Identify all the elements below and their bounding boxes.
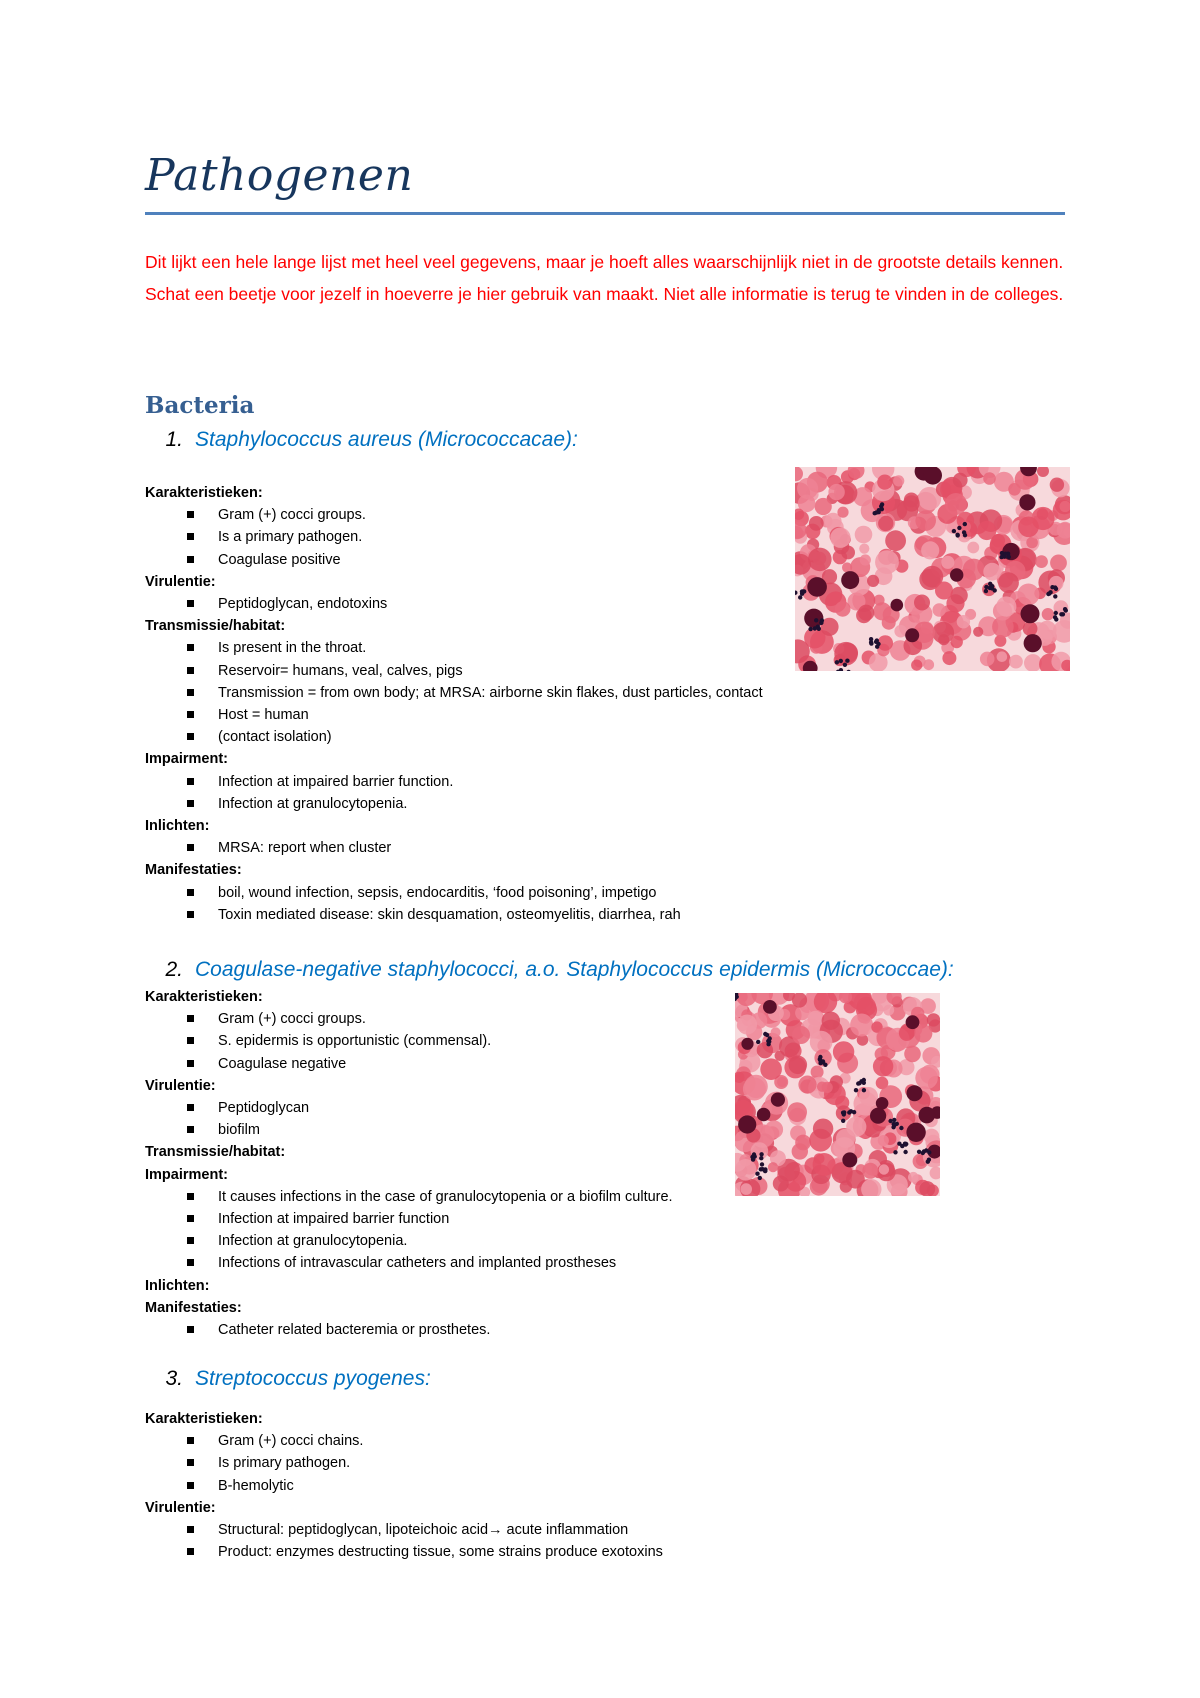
field-label: Virulentie: — [145, 1499, 216, 1516]
pathogen-3-name: Streptococcus pyogenes: — [195, 1367, 431, 1390]
field-label: Virulentie: — [145, 1077, 216, 1094]
pathogen-2-name: Coagulase-negative staphylococci, a.o. Staphylococcus epidermis (Micrococcae): — [195, 958, 954, 981]
pathogen-2-heading — [145, 958, 954, 982]
field-label: Impairment: — [145, 1166, 228, 1183]
bullet-item: Reservoir= humans, veal, calves, pigs — [145, 660, 845, 682]
pathogen-1-number: 1. — [165, 428, 183, 451]
bullet-item: biofilm — [145, 1119, 845, 1141]
field-label: Transmissie/habitat: — [145, 1144, 286, 1161]
pathogen-3-details — [145, 1408, 845, 1563]
field-label: Transmissie/habitat: — [145, 618, 286, 635]
title-underline — [145, 212, 1065, 215]
pathogen-1-heading — [145, 428, 578, 452]
bullet-item: Is present in the throat. — [145, 637, 845, 659]
bullet-list — [145, 1430, 845, 1497]
bullet-item: Is primary pathogen. — [145, 1452, 845, 1474]
page-title: Pathogenen — [145, 150, 414, 201]
field-label: Impairment: — [145, 751, 228, 768]
field-label: Virulentie: — [145, 573, 216, 590]
micrograph-staphylococcus-epidermis — [735, 993, 940, 1196]
bullet-item: It causes infections in the case of granulocytopenia or a biofilm culture. — [145, 1186, 845, 1208]
bullet-item: Peptidoglycan — [145, 1097, 845, 1119]
bullet-list — [145, 1519, 845, 1563]
bullet-item: Infection at granulocytopenia. — [145, 1230, 845, 1252]
bullet-item: Infection at impaired barrier function — [145, 1208, 845, 1230]
bullet-item: Peptidoglycan, endotoxins — [145, 593, 845, 615]
bullet-item: Is a primary pathogen. — [145, 526, 845, 548]
bullet-item: boil, wound infection, sepsis, endocarditis, ‘food poisoning’, impetigo — [145, 882, 845, 904]
pathogen-2-number: 2. — [165, 958, 183, 981]
field-label: Karakteristieken: — [145, 989, 263, 1005]
bullet-item: B-hemolytic — [145, 1475, 845, 1497]
bullet-list — [145, 1186, 845, 1275]
field-label: Inlichten: — [145, 818, 210, 835]
bullet-item: Product: enzymes destructing tissue, some strains produce exotoxins — [145, 1541, 845, 1563]
pathogen-3-number: 3. — [165, 1367, 183, 1390]
bullet-list — [145, 771, 845, 815]
bullet-item: Catheter related bacteremia or prosthetes. — [145, 1319, 845, 1341]
field-label: Inlichten: — [145, 1277, 210, 1294]
bullet-item: Gram (+) cocci chains. — [145, 1430, 845, 1452]
micrograph-staphylococcus-aureus — [795, 467, 1070, 671]
bullet-item: S. epidermis is opportunistic (commensal). — [145, 1030, 845, 1052]
field-label: Karakteristieken: — [145, 485, 263, 501]
bullet-list — [145, 1319, 845, 1341]
bullet-item: Host = human — [145, 704, 845, 726]
bullet-item: Infection at granulocytopenia. — [145, 793, 845, 815]
bullet-item: Infection at impaired barrier function. — [145, 771, 845, 793]
pathogen-3-heading — [145, 1367, 431, 1391]
bullet-list — [145, 882, 845, 926]
bullet-item: Structural: peptidoglycan, lipoteichoic acid→ acute inflammation — [145, 1519, 845, 1541]
bullet-list — [145, 593, 845, 615]
bullet-list — [145, 504, 845, 571]
bullet-item: Coagulase negative — [145, 1053, 845, 1075]
pathogen-1-details — [145, 482, 845, 926]
bullet-list — [145, 637, 845, 748]
intro-note: Dit lijkt een hele lange lijst met heel veel gegevens, maar je hoeft alles waarschijnlijk niet in de grootste details kennen. Schat een beetje voor jezelf in hoeverre je hier gebruik van maakt. Niet alle informatie is terug te vinden in de colleges. — [145, 252, 1064, 304]
bullet-item: Gram (+) cocci groups. — [145, 504, 845, 526]
pathogen-1-name: Staphylococcus aureus (Micrococcacae): — [195, 428, 578, 451]
bullet-item: MRSA: report when cluster — [145, 837, 845, 859]
bullet-list — [145, 837, 845, 859]
field-label: Karakteristieken: — [145, 1411, 263, 1427]
section-heading-bacteria: Bacteria — [145, 392, 255, 419]
bullet-item: Infections of intravascular catheters and implanted prostheses — [145, 1252, 845, 1274]
bullet-item: Gram (+) cocci groups. — [145, 1008, 845, 1030]
bullet-item: Coagulase positive — [145, 549, 845, 571]
field-label: Manifestaties: — [145, 862, 242, 879]
bullet-item: (contact isolation) — [145, 726, 845, 748]
bullet-item: Transmission = from own body; at MRSA: airborne skin flakes, dust particles, contact — [145, 682, 845, 704]
bullet-item: Toxin mediated disease: skin desquamation, osteomyelitis, diarrhea, rah — [145, 904, 845, 926]
field-label: Manifestaties: — [145, 1299, 242, 1316]
